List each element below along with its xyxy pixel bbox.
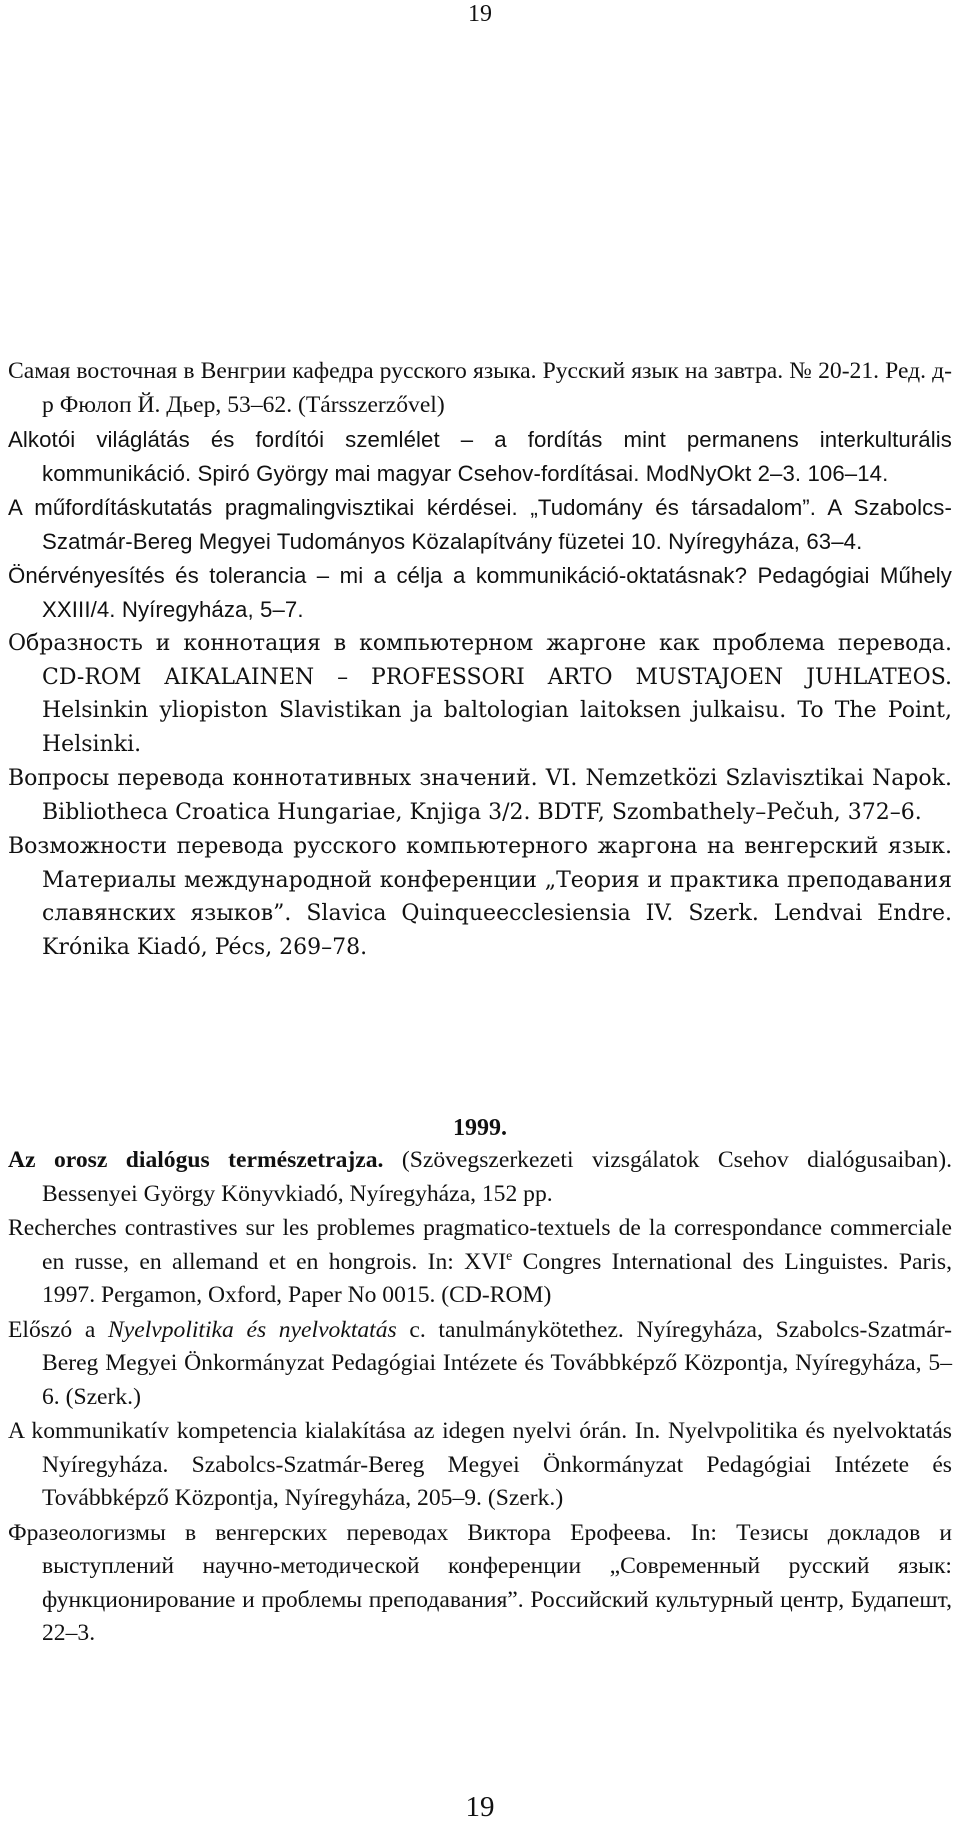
- bibliography-list-1999: [8, 1144, 952, 1652]
- bib-entry: [8, 1144, 952, 1211]
- page-number-bottom: 19: [465, 1791, 495, 1823]
- bib-entry: Образность и коннотация в компьютерном жаргоне как проблема перевода. CD-ROM AIKALAINEN – PROFESSORI ARTO MUSTAJOEN JUHLATEOS. Helsinkin yliopiston Slavistikan ja baltologian laitoksen julkaisu. To The Point, Helsinki.: [8, 631, 952, 757]
- bib-entry: Önérvényesítés és tolerancia – mi a célja a kommunikáció-oktatásnak? Pedagógiai Műhely XXIII/4. Nyíregyháza, 5–7.: [8, 563, 952, 622]
- bib-entry-text: Congres International des Linguistes. Paris, 1997. Pergamon, Oxford, Paper No 0015. (CD-ROM): [42, 1248, 952, 1308]
- bib-entry: [8, 1314, 952, 1415]
- book-title: Az orosz dialógus természetrajza.: [8, 1147, 384, 1173]
- bib-entry: Фразеологизмы в венгерских переводах Виктора Ерофеева. In: Тезисы докладов и выступлений научно-методической конференции „Современный русский язык: функционирование и проблемы преподавания”. Российский культурный центр, Будапешт, 22–3.: [8, 1519, 952, 1646]
- bib-entry-text: Recherches contrastives sur les problemes pragmatico-textuels de la correspondance commerciale en russe, en allemand et en hongrois. In: XVI: [8, 1215, 952, 1275]
- bib-entry-text: Előszó a: [8, 1316, 109, 1343]
- superscript: e: [506, 1248, 513, 1264]
- year-heading: 1999.: [453, 1115, 507, 1141]
- bib-entry: Самая восточная в Венгрии кафедра русского языка. Русский язык на завтра. № 20-21. Ред. д-р Фюлоп Й. Дьер, 53–62. (Társszerzővel): [8, 358, 952, 418]
- bib-entry: Возможности перевода русского компьютерного жаргона на венгерский язык. Материалы международной конференции „Теория и практика преподавания славянских языков”. Slavica Quinqueecclesiensia IV. Szerk. Lendvai Endre. Krónika Kiadó, Pécs, 269–78.: [8, 834, 952, 960]
- bib-entry: [8, 1212, 952, 1313]
- page-number-top: 19: [468, 1, 492, 27]
- bib-entry-text: c. tanulmánykötethez. Nyíregyháza, Szabolcs-Szatmár-Bereg Megyei Önkormányzat Pedagógiai Intézete és Továbbképző Központja, Nyíregyháza, 5–6. (Szerk.): [42, 1316, 952, 1410]
- bib-entry: Вопросы перевода коннотативных значений. VI. Nemzetközi Szlavisztikai Napok. Bibliotheca Croatica Hungariae, Knjiga 3/2. BDTF, Szombathely–Pečuh, 372–6.: [8, 766, 952, 825]
- italic-title: Nyelvpolitika és nyelvoktatás: [108, 1316, 397, 1343]
- bib-entry-rest: (Szövegszerkezeti vizsgálatok Csehov dialógusaiban). Bessenyei György Könyvkiadó, Nyíregyháza, 152 pp.: [42, 1147, 952, 1207]
- bib-entry: Alkotói világlátás és fordítói szemlélet – a fordítás mint permanens interkulturális kommunikáció. Spiró György mai magyar Csehov-fordításai. ModNyOkt 2–3. 106–14.: [8, 427, 952, 486]
- bibliography-list-1998: [8, 355, 952, 965]
- bib-entry: A kommunikatív kompetencia kialakítása az idegen nyelvi órán. In. Nyelvpolitika és nyelvoktatás Nyíregyháza. Szabolcs-Szatmár-Bereg Megyei Önkormányzat Pedagógiai Intézete és Továbbképző Központja, Nyíregyháza, 205–9. (Szerk.): [8, 1418, 952, 1511]
- bib-entry: A műfordításkutatás pragmalingvisztikai kérdései. „Tudomány és társadalom”. A Szabolcs-Szatmár-Bereg Megyei Tudományos Közalapítvány füzetei 10. Nyíregyháza, 63–4.: [8, 495, 952, 554]
